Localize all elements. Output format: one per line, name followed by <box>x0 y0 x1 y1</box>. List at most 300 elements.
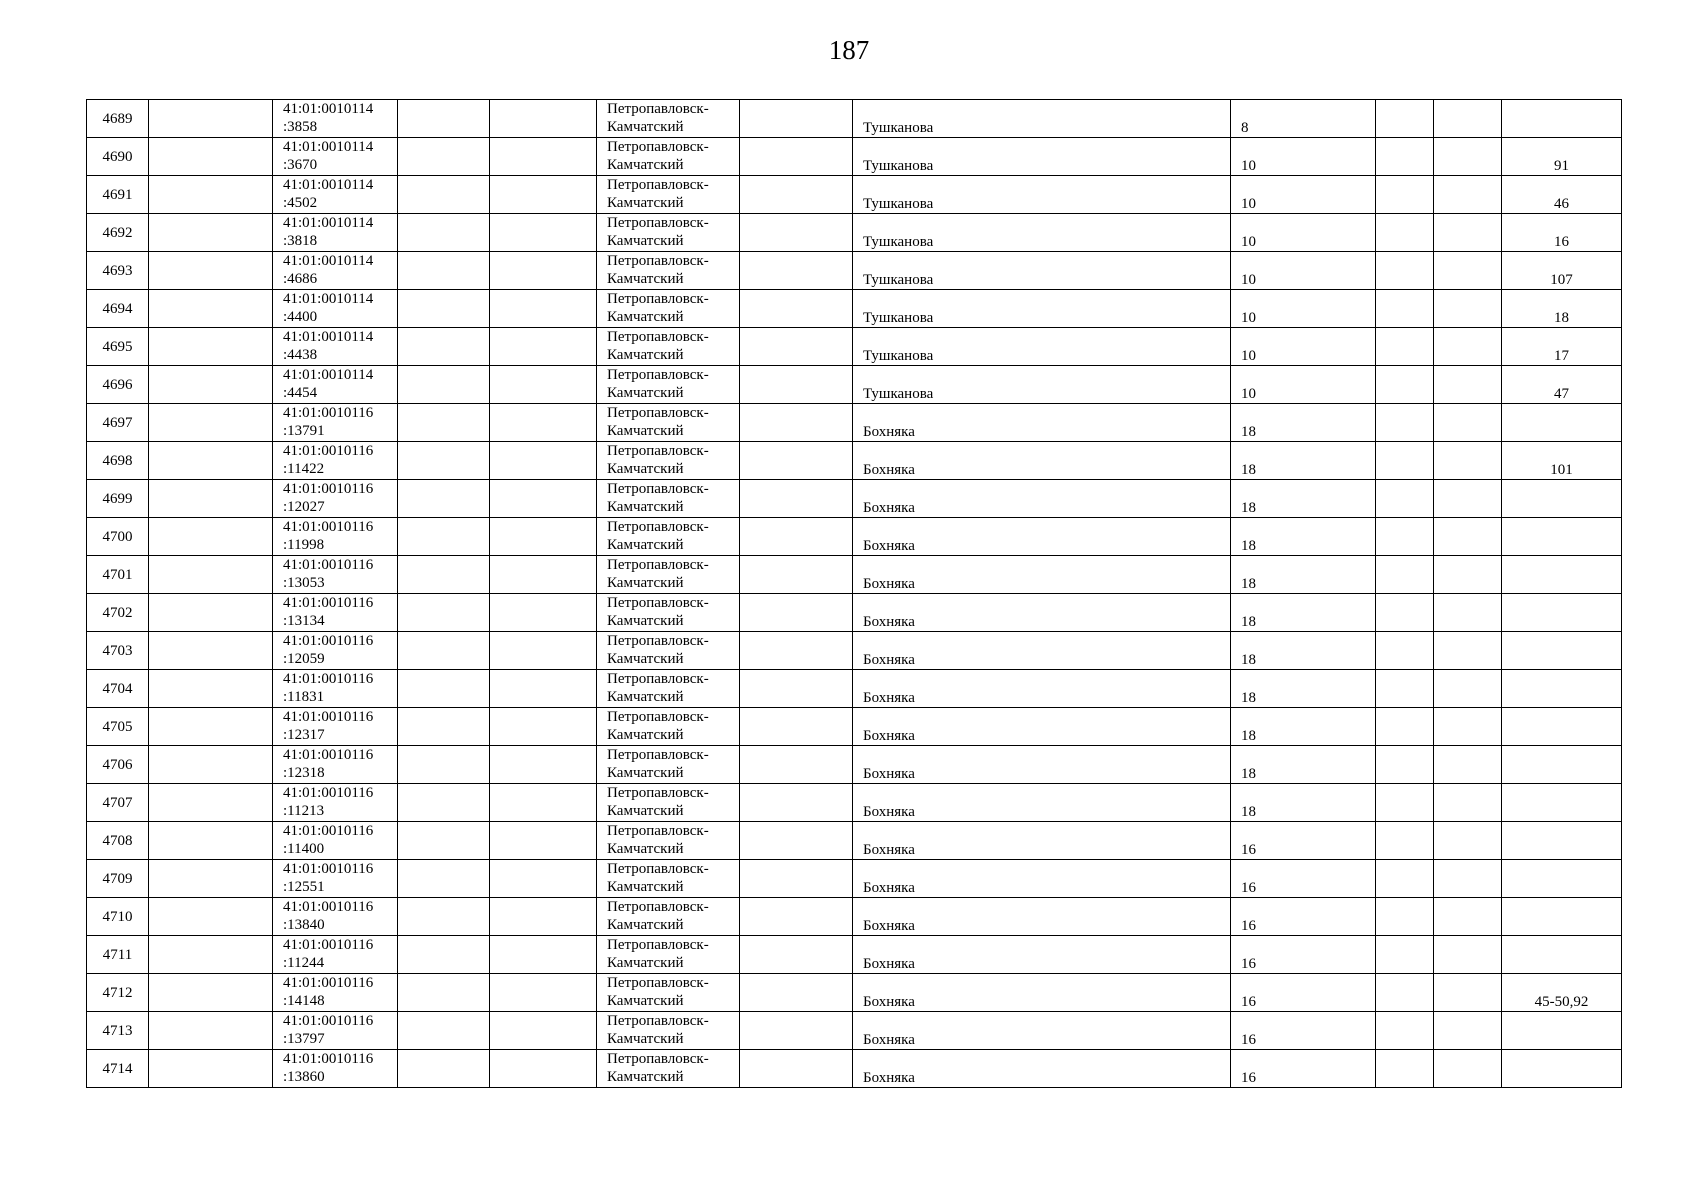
city-line2: Камчатский <box>607 195 684 211</box>
empty-cell <box>398 746 490 784</box>
cadastral-number-cell <box>273 442 398 480</box>
empty-cell <box>740 252 853 290</box>
cadastral-number-line1: 41:01:0010116 <box>283 633 374 649</box>
cadastral-number-line2: :13860 <box>283 1069 325 1085</box>
empty-cell <box>740 328 853 366</box>
row-number-cell: 4695 <box>87 328 149 366</box>
empty-cell <box>490 252 597 290</box>
cadastral-number-cell <box>273 594 398 632</box>
city-line2: Камчатский <box>607 499 684 515</box>
empty-cell <box>149 632 273 670</box>
empty-cell <box>1434 1012 1502 1050</box>
empty-cell <box>1434 214 1502 252</box>
cadastral-number-line2: :12027 <box>283 499 325 515</box>
empty-cell <box>1376 746 1434 784</box>
cadastral-number-cell <box>273 632 398 670</box>
city-line1: Петропавловск- <box>607 139 709 155</box>
city-line2: Камчатский <box>607 347 684 363</box>
empty-cell <box>398 594 490 632</box>
empty-cell <box>1376 822 1434 860</box>
street-cell: Бохняка <box>853 784 1231 822</box>
empty-cell <box>740 480 853 518</box>
empty-cell <box>398 974 490 1012</box>
house-number-cell: 18 <box>1231 442 1376 480</box>
house-number-cell: 10 <box>1231 176 1376 214</box>
city-line1: Петропавловск- <box>607 253 709 269</box>
row-number-cell: 4713 <box>87 1012 149 1050</box>
cadastral-number-line2: :12317 <box>283 727 325 743</box>
row-number-cell: 4696 <box>87 366 149 404</box>
apartment-cell: 17 <box>1502 328 1622 366</box>
empty-cell <box>149 556 273 594</box>
empty-cell <box>740 632 853 670</box>
house-number-cell: 18 <box>1231 480 1376 518</box>
empty-cell <box>149 252 273 290</box>
cadastral-number-line2: :13840 <box>283 917 325 933</box>
row-number-cell: 4697 <box>87 404 149 442</box>
empty-cell <box>398 556 490 594</box>
street-cell: Тушканова <box>853 138 1231 176</box>
empty-cell <box>149 594 273 632</box>
street-cell: Бохняка <box>853 518 1231 556</box>
empty-cell <box>490 936 597 974</box>
street-cell: Бохняка <box>853 898 1231 936</box>
city-cell <box>597 708 740 746</box>
empty-cell <box>149 404 273 442</box>
empty-cell <box>1376 176 1434 214</box>
city-line1: Петропавловск- <box>607 709 709 725</box>
row-number-cell: 4706 <box>87 746 149 784</box>
empty-cell <box>398 176 490 214</box>
city-cell <box>597 252 740 290</box>
table-row <box>87 442 1622 480</box>
empty-cell <box>398 632 490 670</box>
cadastral-number-line1: 41:01:0010116 <box>283 443 374 459</box>
cadastral-number-line1: 41:01:0010116 <box>283 519 374 535</box>
cadastral-number-cell <box>273 784 398 822</box>
table-row <box>87 404 1622 442</box>
city-line2: Камчатский <box>607 271 684 287</box>
apartment-cell: 47 <box>1502 366 1622 404</box>
row-number-cell: 4694 <box>87 290 149 328</box>
table-row <box>87 936 1622 974</box>
cadastral-number-cell <box>273 328 398 366</box>
empty-cell <box>1434 898 1502 936</box>
empty-cell <box>398 366 490 404</box>
table-row <box>87 860 1622 898</box>
street-cell: Тушканова <box>853 214 1231 252</box>
empty-cell <box>490 138 597 176</box>
empty-cell <box>1376 670 1434 708</box>
table-row <box>87 366 1622 404</box>
city-cell <box>597 138 740 176</box>
row-number-cell: 4698 <box>87 442 149 480</box>
city-line2: Камчатский <box>607 423 684 439</box>
empty-cell <box>490 784 597 822</box>
street-cell: Тушканова <box>853 100 1231 138</box>
city-line1: Петропавловск- <box>607 367 709 383</box>
cadastral-number-line2: :12059 <box>283 651 325 667</box>
city-cell <box>597 442 740 480</box>
row-number-cell: 4711 <box>87 936 149 974</box>
empty-cell <box>1376 1050 1434 1088</box>
city-cell <box>597 936 740 974</box>
city-line1: Петропавловск- <box>607 101 709 117</box>
cadastral-number-line1: 41:01:0010116 <box>283 899 374 915</box>
empty-cell <box>1434 556 1502 594</box>
empty-cell <box>1434 176 1502 214</box>
empty-cell <box>1434 822 1502 860</box>
cadastral-number-line1: 41:01:0010114 <box>283 291 374 307</box>
row-number-cell: 4701 <box>87 556 149 594</box>
cadastral-number-line2: :13053 <box>283 575 325 591</box>
empty-cell <box>398 784 490 822</box>
empty-cell <box>1376 138 1434 176</box>
empty-cell <box>149 860 273 898</box>
empty-cell <box>740 936 853 974</box>
city-line1: Петропавловск- <box>607 937 709 953</box>
city-line1: Петропавловск- <box>607 215 709 231</box>
empty-cell <box>398 1050 490 1088</box>
empty-cell <box>740 1012 853 1050</box>
apartment-cell <box>1502 100 1622 138</box>
cadastral-number-line2: :13791 <box>283 423 325 439</box>
cadastral-number-line1: 41:01:0010114 <box>283 253 374 269</box>
cadastral-number-cell <box>273 176 398 214</box>
cadastral-number-line1: 41:01:0010116 <box>283 937 374 953</box>
empty-cell <box>490 556 597 594</box>
empty-cell <box>1434 784 1502 822</box>
table-row <box>87 138 1622 176</box>
empty-cell <box>490 480 597 518</box>
empty-cell <box>1434 100 1502 138</box>
empty-cell <box>1434 632 1502 670</box>
apartment-cell: 101 <box>1502 442 1622 480</box>
apartment-cell: 45-50,92 <box>1502 974 1622 1012</box>
city-line2: Камчатский <box>607 613 684 629</box>
cadastral-number-cell <box>273 480 398 518</box>
cadastral-number-line1: 41:01:0010116 <box>283 671 374 687</box>
city-cell <box>597 594 740 632</box>
cadastral-number-cell <box>273 936 398 974</box>
cadastral-number-cell <box>273 556 398 594</box>
city-cell <box>597 974 740 1012</box>
empty-cell <box>1434 442 1502 480</box>
row-number-cell: 4691 <box>87 176 149 214</box>
table-row <box>87 632 1622 670</box>
house-number-cell: 18 <box>1231 404 1376 442</box>
city-line1: Петропавловск- <box>607 443 709 459</box>
empty-cell <box>1376 784 1434 822</box>
city-line1: Петропавловск- <box>607 671 709 687</box>
house-number-cell: 18 <box>1231 556 1376 594</box>
empty-cell <box>1376 594 1434 632</box>
empty-cell <box>398 518 490 556</box>
city-line2: Камчатский <box>607 119 684 135</box>
empty-cell <box>490 366 597 404</box>
table-row <box>87 822 1622 860</box>
row-number-cell: 4714 <box>87 1050 149 1088</box>
street-cell: Бохняка <box>853 480 1231 518</box>
apartment-cell <box>1502 746 1622 784</box>
house-number-cell: 16 <box>1231 1050 1376 1088</box>
table-row <box>87 480 1622 518</box>
apartment-cell: 18 <box>1502 290 1622 328</box>
city-line2: Камчатский <box>607 233 684 249</box>
empty-cell <box>1376 898 1434 936</box>
row-number-cell: 4707 <box>87 784 149 822</box>
cadastral-number-line1: 41:01:0010114 <box>283 101 374 117</box>
apartment-cell: 46 <box>1502 176 1622 214</box>
table-row <box>87 1050 1622 1088</box>
cadastral-number-line2: :3858 <box>283 119 318 135</box>
empty-cell <box>1434 366 1502 404</box>
empty-cell <box>490 1050 597 1088</box>
cadastral-number-line2: :12551 <box>283 879 325 895</box>
empty-cell <box>149 214 273 252</box>
city-cell <box>597 632 740 670</box>
apartment-cell <box>1502 936 1622 974</box>
cadastral-number-line2: :13134 <box>283 613 325 629</box>
empty-cell <box>1376 936 1434 974</box>
empty-cell <box>1376 404 1434 442</box>
empty-cell <box>149 670 273 708</box>
street-cell: Бохняка <box>853 442 1231 480</box>
empty-cell <box>490 404 597 442</box>
city-line2: Камчатский <box>607 537 684 553</box>
cadastral-number-line1: 41:01:0010116 <box>283 481 374 497</box>
cadastral-number-cell <box>273 366 398 404</box>
city-line1: Петропавловск- <box>607 899 709 915</box>
empty-cell <box>149 176 273 214</box>
street-cell: Бохняка <box>853 822 1231 860</box>
cadastral-number-line1: 41:01:0010114 <box>283 177 374 193</box>
empty-cell <box>1376 214 1434 252</box>
empty-cell <box>740 898 853 936</box>
row-number-cell: 4690 <box>87 138 149 176</box>
empty-cell <box>149 974 273 1012</box>
empty-cell <box>398 898 490 936</box>
empty-cell <box>398 708 490 746</box>
cadastral-number-line1: 41:01:0010116 <box>283 1051 374 1067</box>
street-cell: Бохняка <box>853 708 1231 746</box>
city-line2: Камчатский <box>607 309 684 325</box>
empty-cell <box>740 556 853 594</box>
empty-cell <box>490 100 597 138</box>
cadastral-number-line1: 41:01:0010116 <box>283 709 374 725</box>
house-number-cell: 16 <box>1231 822 1376 860</box>
empty-cell <box>398 138 490 176</box>
empty-cell <box>149 480 273 518</box>
city-line1: Петропавловск- <box>607 557 709 573</box>
table-row <box>87 328 1622 366</box>
house-number-cell: 18 <box>1231 632 1376 670</box>
empty-cell <box>740 518 853 556</box>
empty-cell <box>1434 974 1502 1012</box>
city-line1: Петропавловск- <box>607 823 709 839</box>
house-number-cell: 8 <box>1231 100 1376 138</box>
empty-cell <box>1434 290 1502 328</box>
empty-cell <box>398 252 490 290</box>
cadastral-number-cell <box>273 404 398 442</box>
city-line2: Камчатский <box>607 917 684 933</box>
street-cell: Тушканова <box>853 252 1231 290</box>
apartment-cell <box>1502 556 1622 594</box>
row-number-cell: 4710 <box>87 898 149 936</box>
city-cell <box>597 214 740 252</box>
empty-cell <box>149 1012 273 1050</box>
empty-cell <box>490 328 597 366</box>
house-number-cell: 16 <box>1231 898 1376 936</box>
city-line1: Петропавловск- <box>607 291 709 307</box>
house-number-cell: 16 <box>1231 936 1376 974</box>
cadastral-number-line1: 41:01:0010116 <box>283 975 374 991</box>
city-line2: Камчатский <box>607 841 684 857</box>
cadastral-number-cell <box>273 1012 398 1050</box>
apartment-cell: 16 <box>1502 214 1622 252</box>
empty-cell <box>1376 708 1434 746</box>
table-row <box>87 708 1622 746</box>
city-line2: Камчатский <box>607 765 684 781</box>
city-line2: Камчатский <box>607 651 684 667</box>
street-cell: Бохняка <box>853 632 1231 670</box>
empty-cell <box>398 100 490 138</box>
cadastral-number-line1: 41:01:0010114 <box>283 367 374 383</box>
city-line1: Петропавловск- <box>607 747 709 763</box>
city-line2: Камчатский <box>607 575 684 591</box>
empty-cell <box>149 328 273 366</box>
empty-cell <box>740 670 853 708</box>
house-number-cell: 18 <box>1231 670 1376 708</box>
house-number-cell: 10 <box>1231 214 1376 252</box>
empty-cell <box>1434 138 1502 176</box>
street-cell: Бохняка <box>853 594 1231 632</box>
street-cell: Бохняка <box>853 974 1231 1012</box>
empty-cell <box>1376 480 1434 518</box>
empty-cell <box>149 936 273 974</box>
empty-cell <box>740 746 853 784</box>
cadastral-number-line2: :11244 <box>283 955 325 971</box>
table-row <box>87 898 1622 936</box>
street-cell: Бохняка <box>853 1012 1231 1050</box>
row-number-cell: 4709 <box>87 860 149 898</box>
empty-cell <box>398 404 490 442</box>
row-number-cell: 4712 <box>87 974 149 1012</box>
cadastral-number-cell <box>273 898 398 936</box>
empty-cell <box>1376 518 1434 556</box>
row-number-cell: 4693 <box>87 252 149 290</box>
row-number-cell: 4702 <box>87 594 149 632</box>
empty-cell <box>1376 290 1434 328</box>
empty-cell <box>740 290 853 328</box>
street-cell: Бохняка <box>853 1050 1231 1088</box>
apartment-cell <box>1502 860 1622 898</box>
empty-cell <box>149 518 273 556</box>
city-line1: Петропавловск- <box>607 785 709 801</box>
empty-cell <box>1434 594 1502 632</box>
empty-cell <box>149 290 273 328</box>
cadastral-number-line1: 41:01:0010116 <box>283 595 374 611</box>
empty-cell <box>490 670 597 708</box>
cadastral-number-cell <box>273 518 398 556</box>
table-row <box>87 176 1622 214</box>
empty-cell <box>1376 366 1434 404</box>
cadastral-number-cell <box>273 100 398 138</box>
property-registry-table <box>86 99 1622 1088</box>
row-number-cell: 4704 <box>87 670 149 708</box>
empty-cell <box>398 290 490 328</box>
cadastral-number-line1: 41:01:0010116 <box>283 823 374 839</box>
street-cell: Тушканова <box>853 366 1231 404</box>
cadastral-number-line2: :4502 <box>283 195 318 211</box>
cadastral-number-line1: 41:01:0010116 <box>283 557 374 573</box>
empty-cell <box>490 746 597 784</box>
cadastral-number-cell <box>273 822 398 860</box>
cadastral-number-line2: :4438 <box>283 347 318 363</box>
city-line1: Петропавловск- <box>607 595 709 611</box>
empty-cell <box>740 214 853 252</box>
empty-cell <box>1434 860 1502 898</box>
city-line2: Камчатский <box>607 689 684 705</box>
city-cell <box>597 480 740 518</box>
cadastral-number-cell <box>273 290 398 328</box>
empty-cell <box>1434 1050 1502 1088</box>
cadastral-number-line2: :11831 <box>283 689 325 705</box>
city-line1: Петропавловск- <box>607 481 709 497</box>
empty-cell <box>1376 860 1434 898</box>
empty-cell <box>398 480 490 518</box>
empty-cell <box>1376 442 1434 480</box>
empty-cell <box>1376 556 1434 594</box>
table-row <box>87 594 1622 632</box>
empty-cell <box>398 670 490 708</box>
empty-cell <box>1376 252 1434 290</box>
cadastral-number-line1: 41:01:0010116 <box>283 1013 374 1029</box>
empty-cell <box>398 214 490 252</box>
empty-cell <box>740 708 853 746</box>
apartment-cell <box>1502 1012 1622 1050</box>
street-cell: Тушканова <box>853 328 1231 366</box>
city-line1: Петропавловск- <box>607 405 709 421</box>
empty-cell <box>490 974 597 1012</box>
empty-cell <box>740 822 853 860</box>
empty-cell <box>490 708 597 746</box>
cadastral-number-line1: 41:01:0010116 <box>283 405 374 421</box>
empty-cell <box>740 100 853 138</box>
city-cell <box>597 100 740 138</box>
cadastral-number-cell <box>273 214 398 252</box>
house-number-cell: 18 <box>1231 518 1376 556</box>
city-line1: Петропавловск- <box>607 633 709 649</box>
table-row <box>87 518 1622 556</box>
house-number-cell: 10 <box>1231 290 1376 328</box>
cadastral-number-line1: 41:01:0010116 <box>283 785 374 801</box>
empty-cell <box>149 708 273 746</box>
row-number-cell: 4689 <box>87 100 149 138</box>
cadastral-number-cell <box>273 670 398 708</box>
street-cell: Бохняка <box>853 404 1231 442</box>
apartment-cell <box>1502 518 1622 556</box>
city-cell <box>597 746 740 784</box>
cadastral-number-cell <box>273 974 398 1012</box>
empty-cell <box>740 138 853 176</box>
empty-cell <box>490 214 597 252</box>
apartment-cell: 107 <box>1502 252 1622 290</box>
city-cell <box>597 1012 740 1050</box>
city-line1: Петропавловск- <box>607 1051 709 1067</box>
city-cell <box>597 328 740 366</box>
city-cell <box>597 670 740 708</box>
